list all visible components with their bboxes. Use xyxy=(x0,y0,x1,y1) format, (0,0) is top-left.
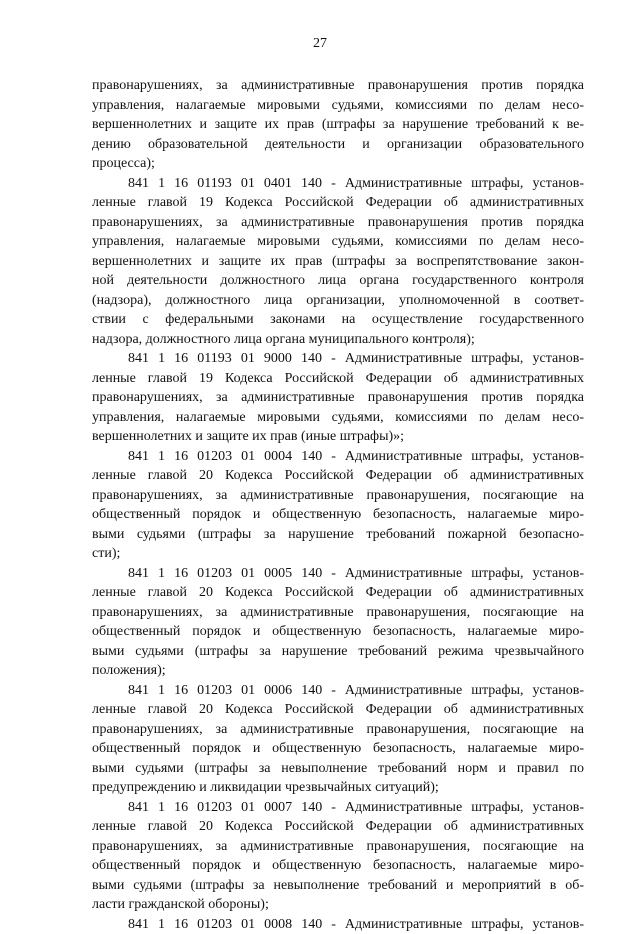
paragraph-first-line: 841 1 16 01203 01 0006 140 - Административные штрафы, установ- xyxy=(92,681,584,701)
text-line: вершеннолетних и защите их прав (штрафы за нарушение требований к ве- xyxy=(92,115,584,135)
text-line: правонарушениях, за административные правонарушения против порядка xyxy=(92,213,584,233)
text-line: ленные главой 20 Кодекса Российской Федерации об административных xyxy=(92,817,584,837)
text-line: правонарушениях, за административные правонарушения, посягающие на xyxy=(92,837,584,857)
paragraph-first-line: 841 1 16 01203 01 0004 140 - Административные штрафы, установ- xyxy=(92,447,584,467)
text-line: выми судьями (штрафы за невыполнение требований и мероприятий в об- xyxy=(92,876,584,896)
text-line: общественный порядок и общественную безопасность, налагаемые миро- xyxy=(92,622,584,642)
text-line: дению образовательной деятельности и организации образовательного xyxy=(92,135,584,155)
text-line: (надзора), должностного лица организации, уполномоченной в соответ- xyxy=(92,291,584,311)
text-line: управления, налагаемые мировыми судьями, комиссиями по делам несо- xyxy=(92,408,584,428)
page-number: 27 xyxy=(0,36,640,52)
text-line: ленные главой 20 Кодекса Российской Федерации об административных xyxy=(92,466,584,486)
text-line: выми судьями (штрафы за нарушение требований режима чрезвычайного xyxy=(92,642,584,662)
text-line: правонарушениях, за административные правонарушения, посягающие на xyxy=(92,720,584,740)
text-line: общественный порядок и общественную безопасность, налагаемые миро- xyxy=(92,856,584,876)
text-line: общественный порядок и общественную безопасность, налагаемые миро- xyxy=(92,505,584,525)
text-line: общественный порядок и общественную безопасность, налагаемые миро- xyxy=(92,739,584,759)
text-line: сти); xyxy=(92,544,584,564)
text-line: управления, налагаемые мировыми судьями, комиссиями по делам несо- xyxy=(92,232,584,252)
text-line: вершеннолетних и защите их прав (штрафы за воспрепятствование закон- xyxy=(92,252,584,272)
text-line: ленные главой 19 Кодекса Российской Федерации об административных xyxy=(92,369,584,389)
paragraph-first-line: 841 1 16 01193 01 0401 140 - Административные штрафы, установ- xyxy=(92,174,584,194)
text-line: процесса); xyxy=(92,154,584,174)
document-body xyxy=(92,76,584,934)
text-line: вершеннолетних и защите их прав (иные штрафы)»; xyxy=(92,427,584,447)
text-line: выми судьями (штрафы за невыполнение требований норм и правил по xyxy=(92,759,584,779)
text-line: ласти гражданской обороны); xyxy=(92,895,584,915)
text-line: правонарушениях, за административные правонарушения против порядка xyxy=(92,76,584,96)
paragraph-first-line: 841 1 16 01203 01 0005 140 - Административные штрафы, установ- xyxy=(92,564,584,584)
text-line: правонарушениях, за административные правонарушения, посягающие на xyxy=(92,603,584,623)
text-line: правонарушениях, за административные правонарушения, посягающие на xyxy=(92,486,584,506)
text-line: ленные главой 19 Кодекса Российской Федерации об административных xyxy=(92,193,584,213)
text-line: ленные главой 20 Кодекса Российской Федерации об административных xyxy=(92,700,584,720)
text-line: ленные главой 20 Кодекса Российской Федерации об административных xyxy=(92,583,584,603)
text-line: управления, налагаемые мировыми судьями, комиссиями по делам несо- xyxy=(92,96,584,116)
paragraph-first-line: 841 1 16 01203 01 0007 140 - Административные штрафы, установ- xyxy=(92,798,584,818)
text-line: выми судьями (штрафы за нарушение требований пожарной безопасно- xyxy=(92,525,584,545)
paragraph-first-line: 841 1 16 01193 01 9000 140 - Административные штрафы, установ- xyxy=(92,349,584,369)
text-line: предупреждению и ликвидации чрезвычайных ситуаций); xyxy=(92,778,584,798)
text-line: надзора, должностного лица органа муниципального контроля); xyxy=(92,330,584,350)
text-line: ной деятельности должностного лица органа государственного контроля xyxy=(92,271,584,291)
text-line: ствии с федеральными законами на осуществление государственного xyxy=(92,310,584,330)
text-line: правонарушениях, за административные правонарушения против порядка xyxy=(92,388,584,408)
paragraph-first-line: 841 1 16 01203 01 0008 140 - Административные штрафы, установ- xyxy=(92,915,584,934)
text-line: положения); xyxy=(92,661,584,681)
